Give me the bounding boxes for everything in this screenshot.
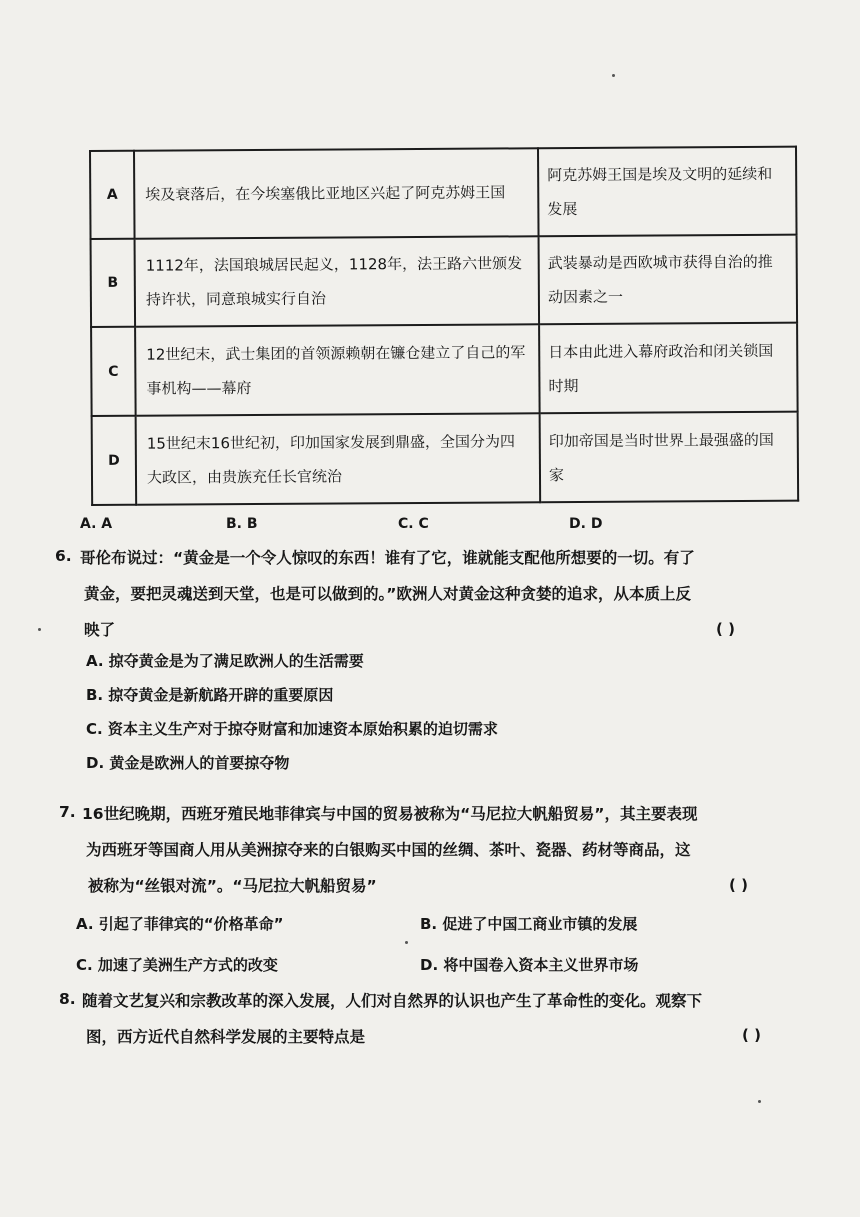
option-b[interactable]: B. 促进了中国工商业市镇的发展 (420, 915, 638, 933)
option-d[interactable]: D. 将中国卷入资本主义世界市场 (420, 956, 639, 974)
option-d[interactable]: D. D (569, 516, 603, 532)
question7-line1: 16世纪晚期，西班牙殖民地菲律宾与中国的贸易被称为“马尼拉大帆船贸易”，其主要表现 (82, 805, 698, 823)
question-number: 6. (55, 547, 72, 565)
event-cell: 埃及衰落后，在今埃塞俄比亚地区兴起了阿克苏姆王国 (134, 148, 539, 238)
table-row (92, 412, 799, 505)
option-a[interactable]: A. 掠夺黄金是为了满足欧洲人的生活需要 (86, 652, 364, 670)
question7-line3: 被称为“丝银对流”。“马尼拉大帆船贸易” (88, 877, 377, 895)
row-label: B (91, 238, 136, 327)
option-b[interactable]: B. B (226, 516, 258, 532)
question7-line2: 为西班牙等国商人用从美洲掠夺来的白银购买中国的丝绸、茶叶、瓷器、药材等商品，这 (86, 841, 691, 859)
table-row (91, 234, 798, 327)
option-a[interactable]: A. 引起了菲律宾的“价格革命” (76, 915, 284, 933)
judgment-cell: 日本由此进入幕府政治和闭关锁国时期 (539, 323, 798, 413)
question8-line2: 图，西方近代自然科学发展的主要特点是 (86, 1028, 366, 1046)
scan-speck (405, 941, 408, 944)
option-c[interactable]: C. 加速了美洲生产方式的改变 (76, 956, 278, 974)
question6-line1: 哥伦布说过：“黄金是一个令人惊叹的东西！谁有了它，谁就能支配他所想要的一切。有了 (80, 549, 695, 567)
question-number: 8. (59, 990, 76, 1008)
table-row (90, 147, 797, 239)
scan-speck (612, 74, 615, 77)
judgment-cell: 武装暴动是西欧城市获得自治的推动因素之一 (539, 234, 798, 324)
scan-speck (758, 1100, 761, 1103)
judgment-cell: 阿克苏姆王国是埃及文明的延续和发展 (538, 147, 797, 236)
option-d[interactable]: D. 黄金是欧洲人的首要掠夺物 (86, 754, 290, 772)
event-cell: 1112年，法国琅城居民起义，1128年，法王路六世颁发持许状，同意琅城实行自治 (135, 236, 540, 327)
row-label: D (92, 416, 137, 505)
row-label: A (90, 151, 135, 239)
question6-line2: 黄金，要把灵魂送到天堂，也是可以做到的。”欧洲人对黄金这种贪婪的追求，从本质上反 (84, 585, 691, 603)
option-b[interactable]: B. 掠夺黄金是新航路开辟的重要原因 (86, 686, 334, 704)
question8-line1: 随着文艺复兴和宗教改革的深入发展，人们对自然界的认识也产生了革命性的变化。观察下 (82, 992, 703, 1010)
answer-bracket[interactable]: ( ) (729, 876, 748, 894)
row-label: C (91, 327, 136, 416)
scan-speck (38, 628, 41, 631)
event-cell: 12世纪末，武士集团的首领源赖朝在镰仓建立了自己的军事机构——幕府 (135, 325, 540, 416)
option-c[interactable]: C. 资本主义生产对于掠夺财富和加速资本原始积累的迫切需求 (86, 720, 498, 738)
judgment-cell: 印加帝国是当时世界上最强盛的国家 (540, 412, 799, 502)
answer-bracket[interactable]: ( ) (716, 620, 735, 638)
question6-line3: 映了 (84, 621, 116, 639)
question5-table (89, 146, 799, 506)
option-c[interactable]: C. C (398, 516, 429, 532)
question-number: 7. (59, 803, 76, 821)
event-cell: 15世纪末16世纪初，印加国家发展到鼎盛，全国分为四大政区，由贵族充任长官统治 (136, 413, 541, 504)
answer-bracket[interactable]: ( ) (742, 1026, 761, 1044)
option-a[interactable]: A. A (80, 516, 113, 532)
question5-options (80, 516, 660, 538)
table-row (91, 323, 798, 416)
